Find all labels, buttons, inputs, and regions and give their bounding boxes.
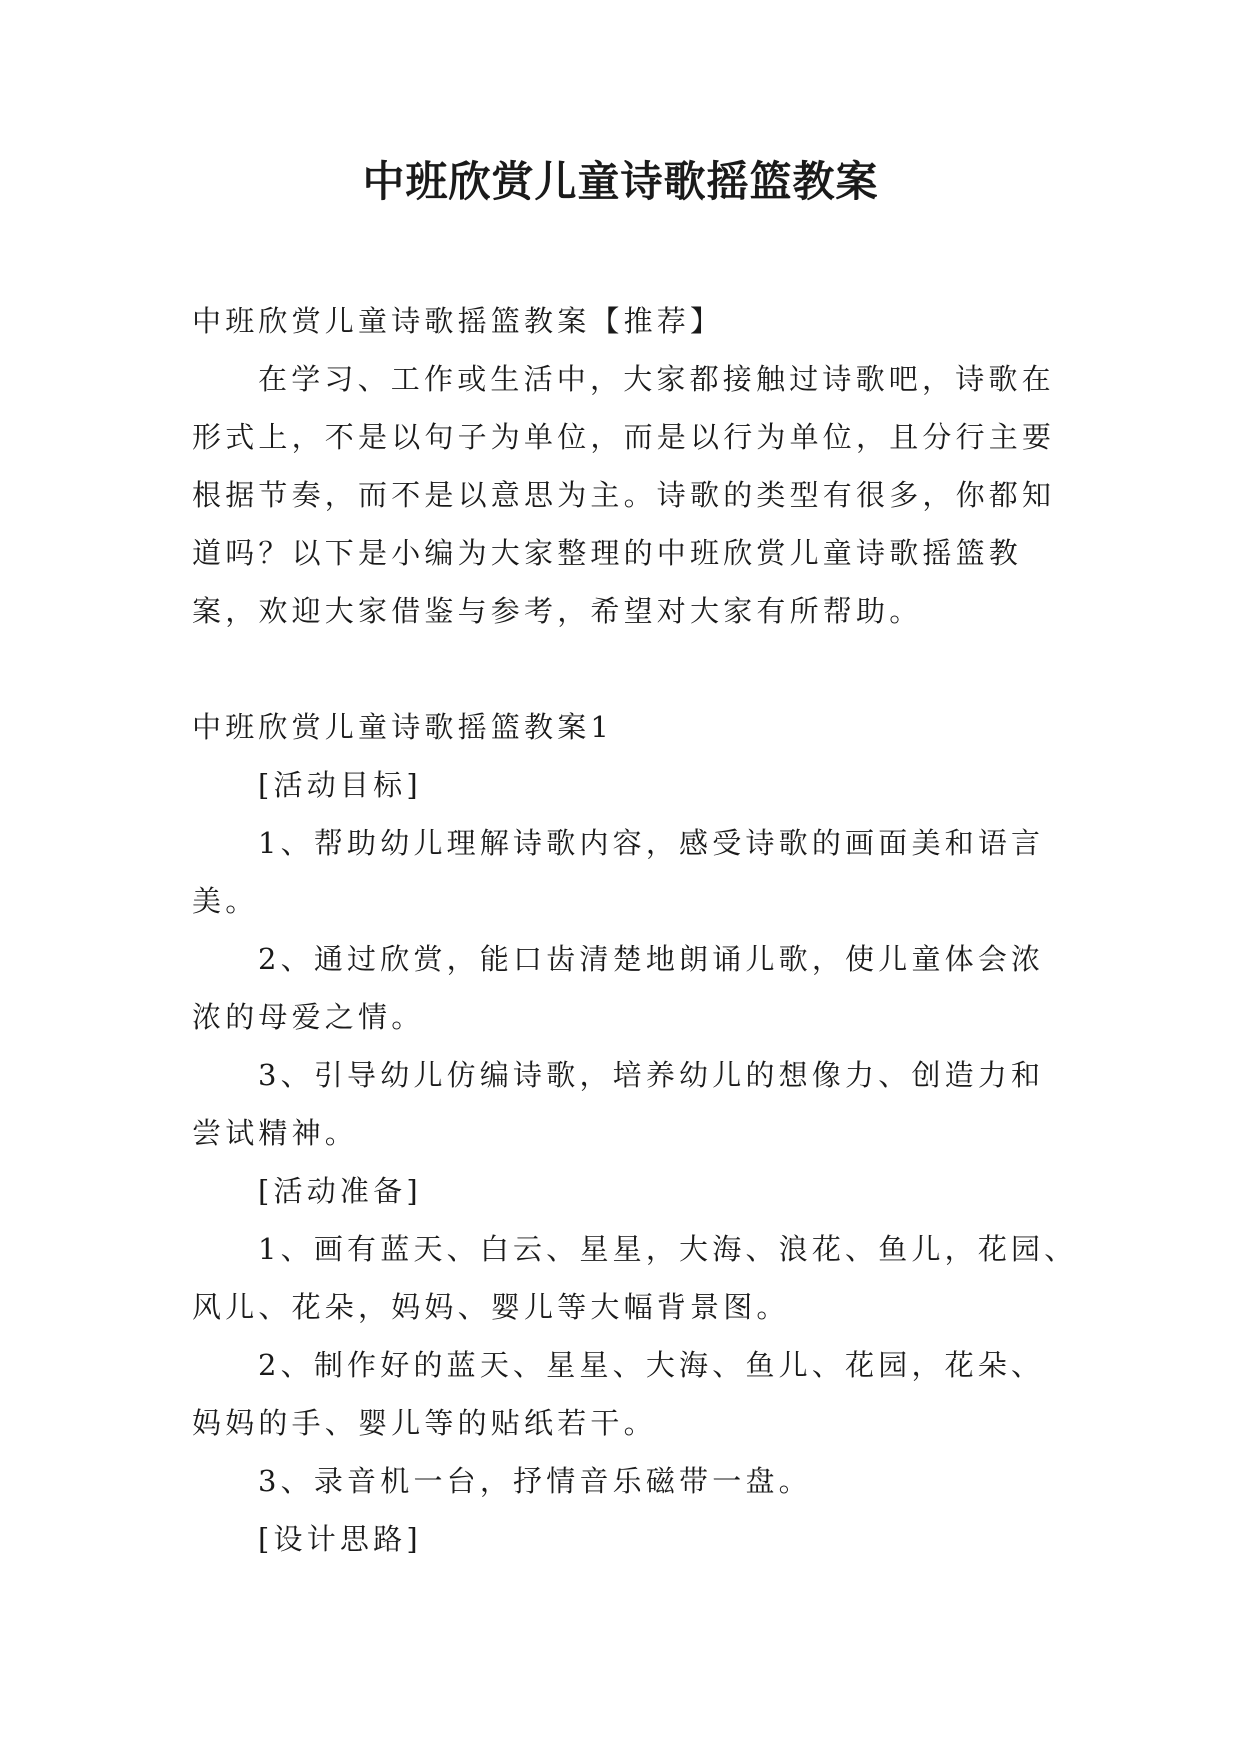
text-line: [活动准备] (258, 1174, 422, 1208)
text-line: 在学习、工作或生活中，大家都接触过诗歌吧，诗歌在 (258, 362, 1055, 396)
text-line: 根据节奏，而不是以意思为主。诗歌的类型有很多，你都知 (192, 478, 1056, 512)
text-line: 中班欣赏儿童诗歌摇篮教案1 (192, 710, 614, 744)
document-title: 中班欣赏儿童诗歌摇篮教案 (362, 157, 879, 206)
text-line: 形式上，不是以句子为单位，而是以行为单位，且分行主要 (192, 420, 1056, 454)
text-line: [设计思路] (258, 1522, 422, 1556)
text-line: 美。 (192, 884, 259, 918)
text-line: 3、录音机一台，抒情音乐磁带一盘。 (258, 1464, 812, 1498)
text-line: 2、通过欣赏，能口齿清楚地朗诵儿歌，使儿童体会浓 (258, 942, 1045, 976)
text-line: 风儿、花朵，妈妈、婴儿等大幅背景图。 (192, 1290, 790, 1324)
text-line: 中班欣赏儿童诗歌摇篮教案【推荐】 (192, 304, 724, 338)
text-line: 1、画有蓝天、白云、星星，大海、浪花、鱼儿，花园、 (258, 1232, 1078, 1266)
document-body (192, 292, 1078, 1568)
text-line: 道吗？以下是小编为大家整理的中班欣赏儿童诗歌摇篮教 (192, 536, 1023, 570)
text-line: 浓的母爱之情。 (192, 1000, 425, 1034)
text-line: 1、帮助幼儿理解诗歌内容，感受诗歌的画面美和语言 (258, 826, 1045, 860)
text-line: 妈妈的手、婴儿等的贴纸若干。 (192, 1406, 657, 1440)
text-line: 2、制作好的蓝天、星星、大海、鱼儿、花园，花朵、 (258, 1348, 1045, 1382)
text-line: [活动目标] (258, 768, 422, 802)
text-line: 案，欢迎大家借鉴与参考，希望对大家有所帮助。 (192, 594, 923, 628)
text-line: 3、引导幼儿仿编诗歌，培养幼儿的想像力、创造力和 (258, 1058, 1045, 1092)
paragraph-gap (192, 640, 1072, 698)
text-line: 尝试精神。 (192, 1116, 359, 1150)
